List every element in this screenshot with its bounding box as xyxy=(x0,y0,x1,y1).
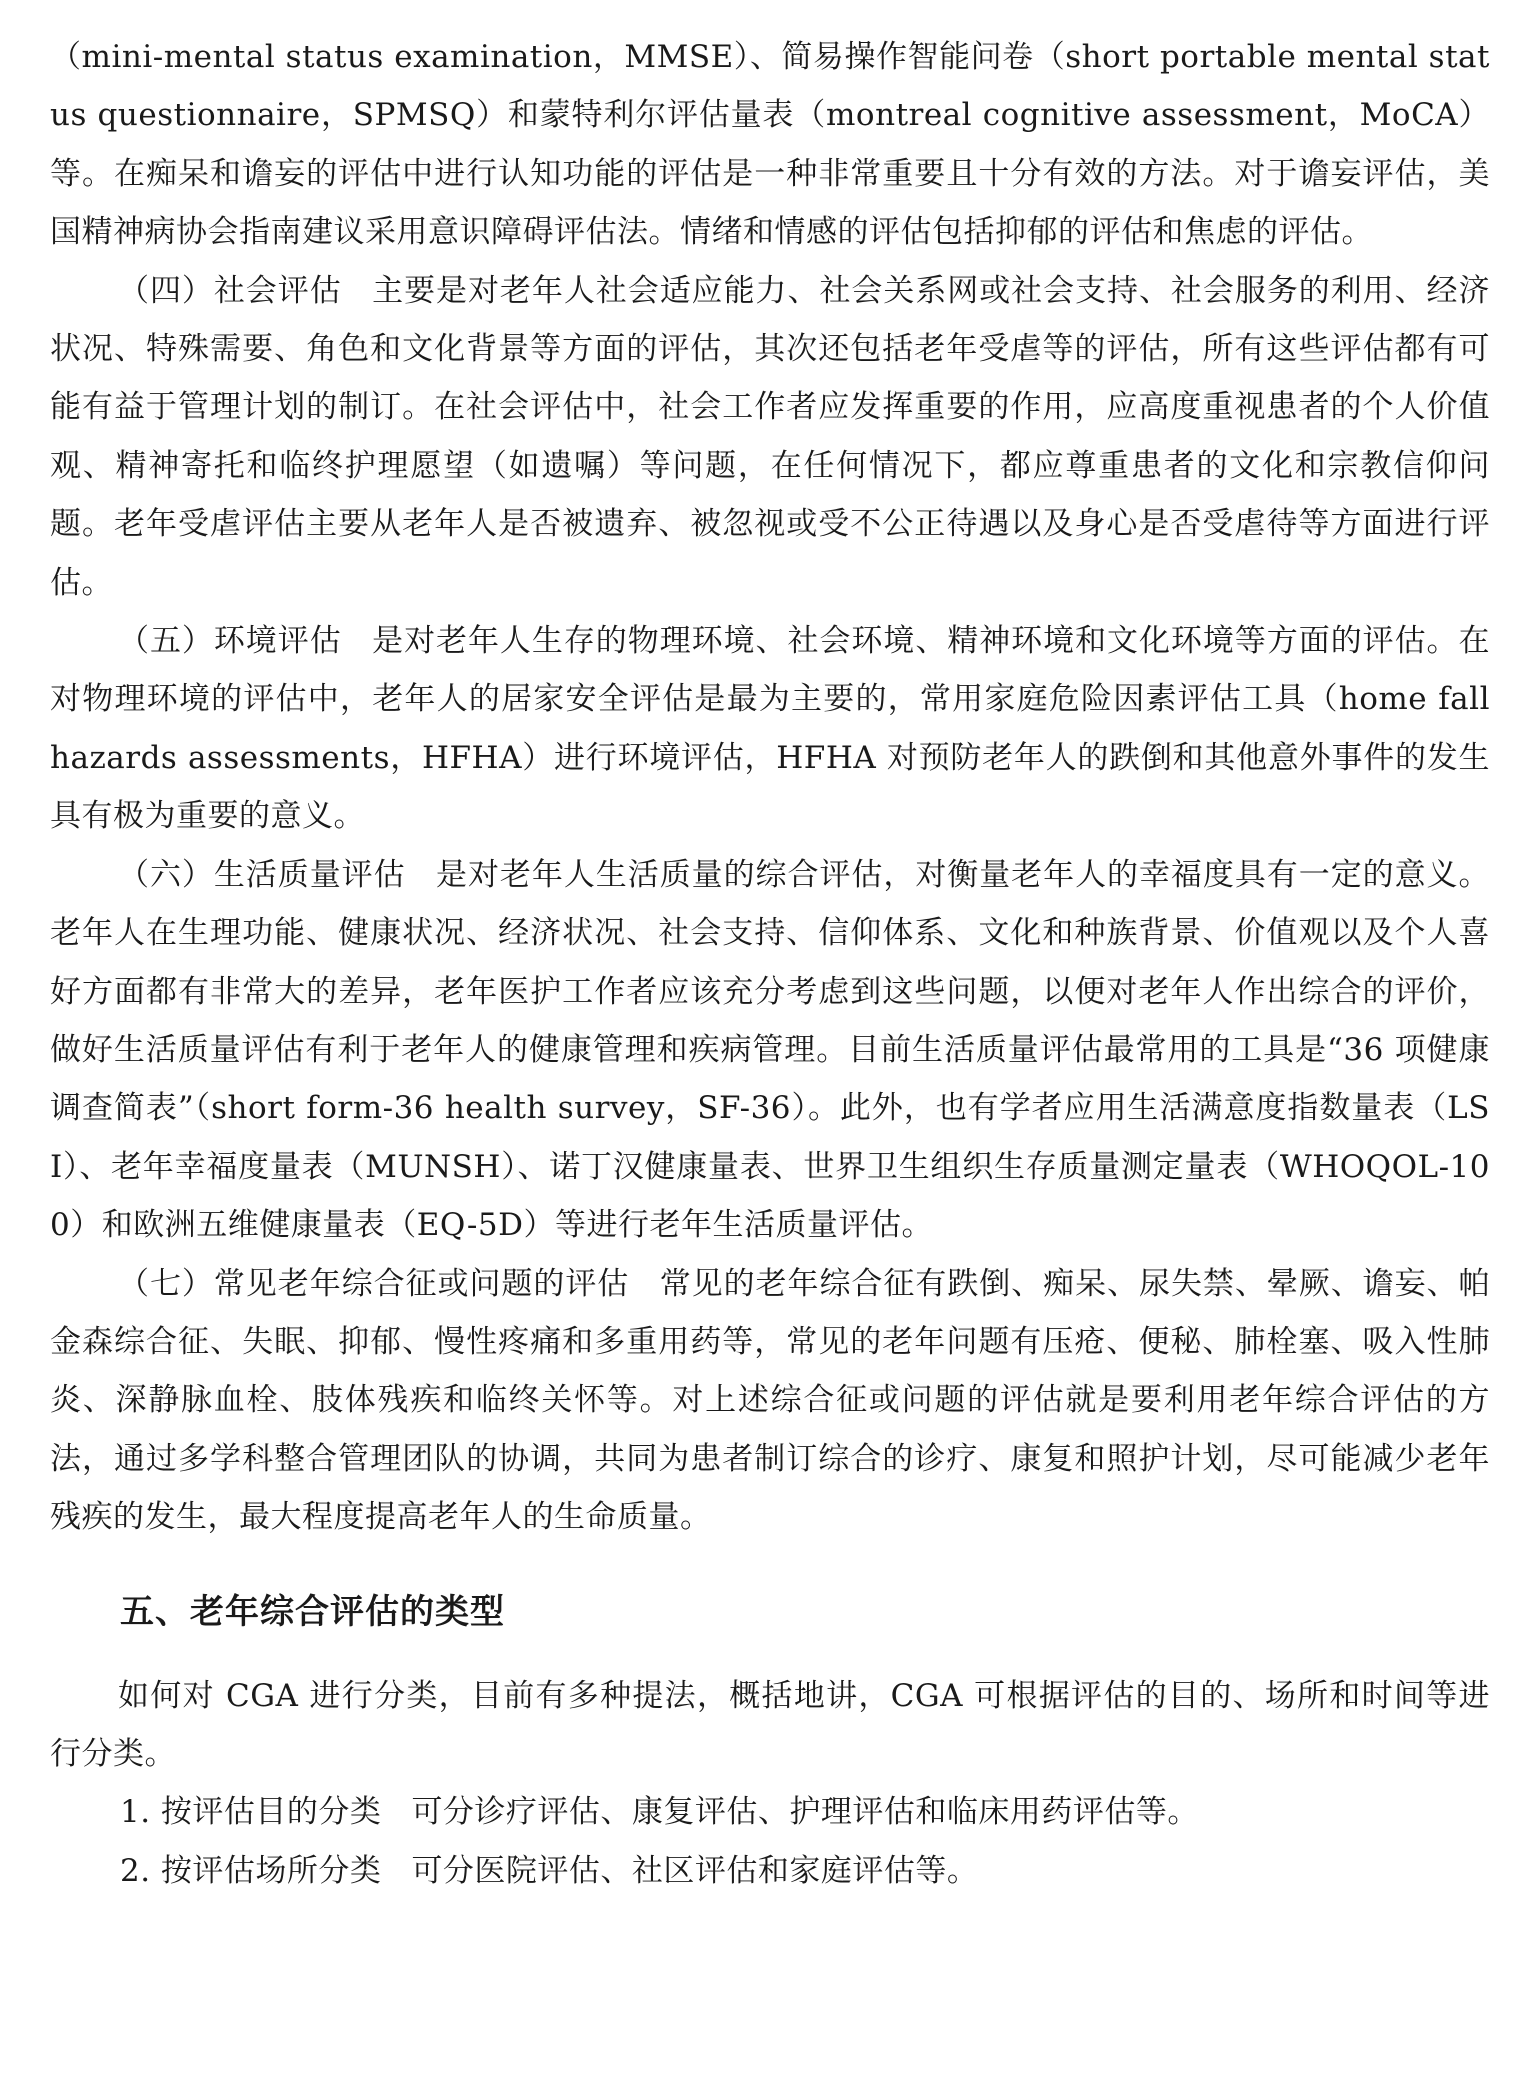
paragraph-environment-assessment xyxy=(50,612,1490,846)
section-intro: 如何对 CGA 进行分类，目前有多种提法，概括地讲，CGA 可根据评估的目的、场所和时间等进行分类。 xyxy=(50,1677,1490,1772)
list-item-by-purpose xyxy=(50,1783,1490,1841)
paragraph-social-assessment xyxy=(50,262,1490,612)
paragraph-quality-of-life-assessment xyxy=(50,846,1490,1255)
paragraph-lead-quality-of-life: （六）生活质量评估 xyxy=(118,856,406,893)
document-page xyxy=(50,28,1490,1900)
paragraph-lead-social: （四）社会评估 xyxy=(118,272,342,309)
paragraph-lead-geriatric-syndrome: （七）常见老年综合征或问题的评估 xyxy=(118,1265,630,1302)
list-item-lead: 2. 按评估场所分类 xyxy=(120,1852,382,1889)
list-item-body: 可分诊疗评估、康复评估、护理评估和临床用药评估等。 xyxy=(411,1794,1199,1831)
list-item-body: 可分医院评估、社区评估和家庭评估等。 xyxy=(411,1852,979,1889)
paragraph-body-quality-of-life: 是对老年人生活质量的综合评估，对衡量老年人的幸福度具有一定的意义。老年人在生理功能、健康状况、经济状况、社会支持、信仰体系、文化和种族背景、价值观以及个人喜好方面都有非常大的差异，老年医护工作者应该充分考虑到这些问题，以便对老年人作出综合的评价，做好生活质量评估有利于老年人的健康管理和疾病管理。目前生活质量评估最常用的工具是“36 项健康调查简表”（short form-36 health survey，SF-36）。此外，也有学者应用生活满意度指数量表（LSI）、老年幸福度量表（MUNSH）、诺丁汉健康量表、世界卫生组织生存质量测定量表（WHOQOL-100）和欧洲五维健康量表（EQ-5D）等进行老年生活质量评估。 xyxy=(50,856,1491,1244)
paragraph-body-social: 主要是对老年人社会适应能力、社会关系网或社会支持、社会服务的利用、经济状况、特殊需要、角色和文化背景等方面的评估，其次还包括老年受虐等的评估，所有这些评估都有可能有益于管理计划的制订。在社会评估中，社会工作者应发挥重要的作用，应高度重视患者的个人价值观、精神寄托和临终护理愿望（如遗嘱）等问题，在任何情况下，都应尊重患者的文化和宗教信仰问题。老年受虐评估主要从老年人是否被遗弃、被忽视或受不公正待遇以及身心是否受虐待等方面进行评估。 xyxy=(50,272,1491,601)
section-heading: 五、老年综合评估的类型 xyxy=(120,1591,505,1632)
list-item-by-location xyxy=(50,1842,1490,1900)
paragraph-geriatric-syndrome-assessment xyxy=(50,1255,1490,1547)
paragraph-body-geriatric-syndrome: 常见的老年综合征有跌倒、痴呆、尿失禁、晕厥、谵妄、帕金森综合征、失眠、抑郁、慢性疼痛和多重用药等，常见的老年问题有压疮、便秘、肺栓塞、吸入性肺炎、深静脉血栓、肢体残疾和临终关怀等。对上述综合征或问题的评估就是要利用老年综合评估的方法，通过多学科整合管理团队的协调，共同为患者制订综合的诊疗、康复和照护计划，尽可能减少老年残疾的发生，最大程度提高老年人的生命质量。 xyxy=(50,1265,1491,1536)
paragraph-body-environment: 是对老年人生存的物理环境、社会环境、精神环境和文化环境等方面的评估。在对物理环境的评估中，老年人的居家安全评估是最为主要的，常用家庭危险因素评估工具（home fall hazards assessments，HFHA）进行环境评估，HFHA 对预防老年人的跌倒和其他意外事件的发生具有极为重要的意义。 xyxy=(50,623,1491,835)
paragraph-cognitive-assessment: （mini-mental status examination，MMSE）、简易操作智能问卷（short portable mental status questionnaire，SPMSQ）和蒙特利尔评估量表（montreal cognitive assessment，MoCA）等。在痴呆和谵妄的评估中进行认知功能的评估是一种非常重要且十分有效的方法。对于谵妄评估，美国精神病协会指南建议采用意识障碍评估法。情绪和情感的评估包括抑郁的评估和焦虑的评估。 xyxy=(50,39,1490,251)
paragraph-lead-environment: （五）环境评估 xyxy=(118,623,342,660)
list-item-lead: 1. 按评估目的分类 xyxy=(120,1794,382,1831)
